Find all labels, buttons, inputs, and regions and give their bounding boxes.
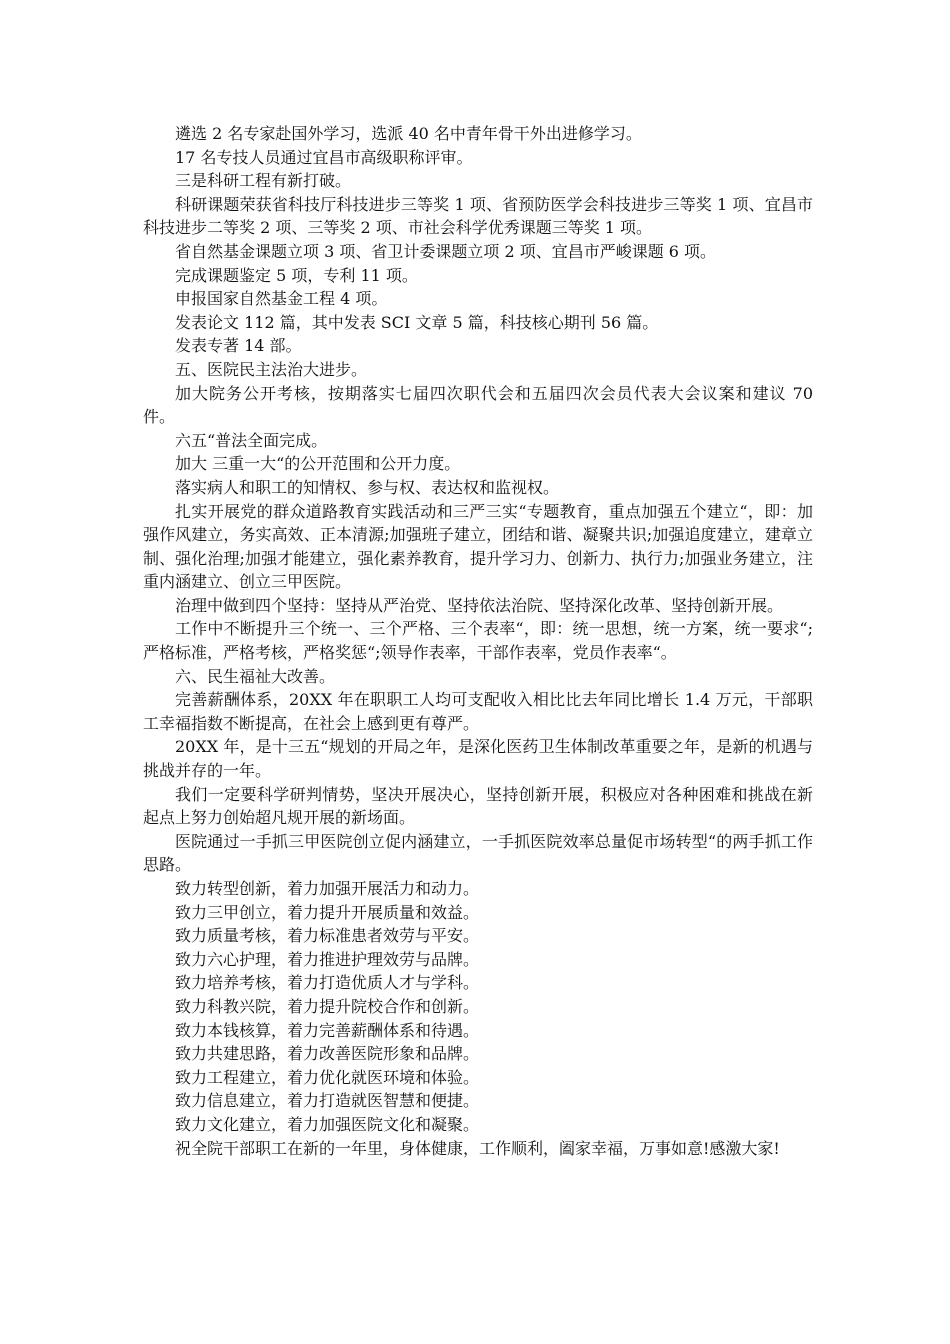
list-item: 致力六心护理，着力推进护理效劳与品牌。 [175,949,480,969]
paragraph: 20XX 年，是十三五“规划的开局之年，是深化医药卫生体制改革重要之年，是新的机遇与挑战并存的一年。 [143,737,813,781]
closing-paragraph: 祝全院干部职工在新的一年里，身体健康，工作顺利，阖家幸福，万事如意!感激大家! [175,1138,780,1158]
list-item: 致力信息建立，着力打造就医智慧和便捷。 [175,1091,480,1111]
paragraph: 落实病人和职工的知情权、参与权、表达权和监视权。 [175,477,560,497]
section-heading: 五、医院民主法治大进步。 [175,359,368,379]
list-item: 致力科教兴院，着力提升院校合作和创新。 [175,996,480,1016]
paragraph: 申报国家自然基金工程 4 项。 [175,289,388,309]
paragraph: 完成课题鉴定 5 项，专利 11 项。 [175,265,418,285]
paragraph: 发表专著 14 部。 [175,336,302,356]
list-item: 致力三甲创立，着力提升开展质量和效益。 [175,902,480,922]
document-body [143,122,813,1160]
list-item: 致力共建思路，着力改善医院形象和品牌。 [175,1044,480,1064]
list-item: 致力转型创新，着力加强开展活力和动力。 [175,879,480,898]
paragraph: 扎实开展党的群众道路教育实践活动和三严三实“专题教育，重点加强五个建立“，即：加强作风建立，务实高效、正本清源;加强班子建立，团结和谐、凝聚共识;加强追度建立，建章立制、强化治理;加强才能建立，强化素养教育，提升学习力、创新力、执行力;加强业务建立，注重内涵建立、创立三甲医院。 [143,501,813,592]
section-heading: 六、民生福祉大改善。 [175,666,336,686]
paragraph: 治理中做到四个坚持：坚持从严治党、坚持依法治院、坚持深化改革、坚持创新开展。 [175,595,784,615]
paragraph: 工作中不断提升三个统一、三个严格、三个表率“，即：统一思想，统一方案，统一要求“;严格标准，严格考核，严格奖惩“;领导作表率，干部作表率，党员作表率“。 [143,619,813,663]
paragraph: 发表论文 112 篇，其中发表 SCI 文章 5 篇，科技核心期刊 56 篇。 [175,312,659,332]
paragraph: 加大 三重一大“的公开范围和公开力度。 [175,454,461,474]
list-item: 致力本钱核算，着力完善薪酬体系和待遇。 [175,1020,480,1040]
paragraph: 加大院务公开考核，按期落实七届四次职代会和五届四次会员代表大会议案和建议 70 件。 [143,383,813,427]
paragraph: 医院通过一手抓三甲医院创立促内涵建立，一手抓医院效率总量促市场转型“的两手抓工作思路。 [143,831,813,875]
list-item: 致力文化建立，着力加强医院文化和凝聚。 [175,1114,480,1134]
list-item: 致力培养考核，着力打造优质人才与学科。 [175,973,480,993]
paragraph: 我们一定要科学研判情势，坚决开展决心，坚持创新开展，积极应对各种困难和挑战在新起点上努力创始超凡规开展的新场面。 [143,784,813,828]
section-heading: 三是科研工程有新打破。 [175,171,352,191]
paragraph: 遴选 2 名专家赴国外学习，选派 40 名中青年骨干外出进修学习。 [175,124,642,143]
list-item: 致力质量考核，着力标准患者效劳与平安。 [175,926,480,946]
list-item: 致力工程建立，着力优化就医环境和体验。 [175,1067,480,1087]
paragraph: 完善薪酬体系，20XX 年在职职工人均可支配收入相比比去年同比增长 1.4 万元，干部职工幸福指数不断提高，在社会上感到更有尊严。 [143,690,813,733]
paragraph: 科研课题荣获省科技厅科技进步三等奖 1 项、省预防医学会科技进步三等奖 1 项、宜昌市科技进步二等奖 2 项、三等奖 2 项、市社会科学优秀课题三等奖 1 项。 [143,194,813,238]
paragraph: 17 名专技人员通过宜昌市高级职称评审。 [175,147,473,167]
paragraph: 省自然基金课题立项 3 项、省卫计委课题立项 2 项、宜昌市严峻课题 6 项。 [175,241,717,261]
paragraph: 六五“普法全面完成。 [175,430,328,450]
